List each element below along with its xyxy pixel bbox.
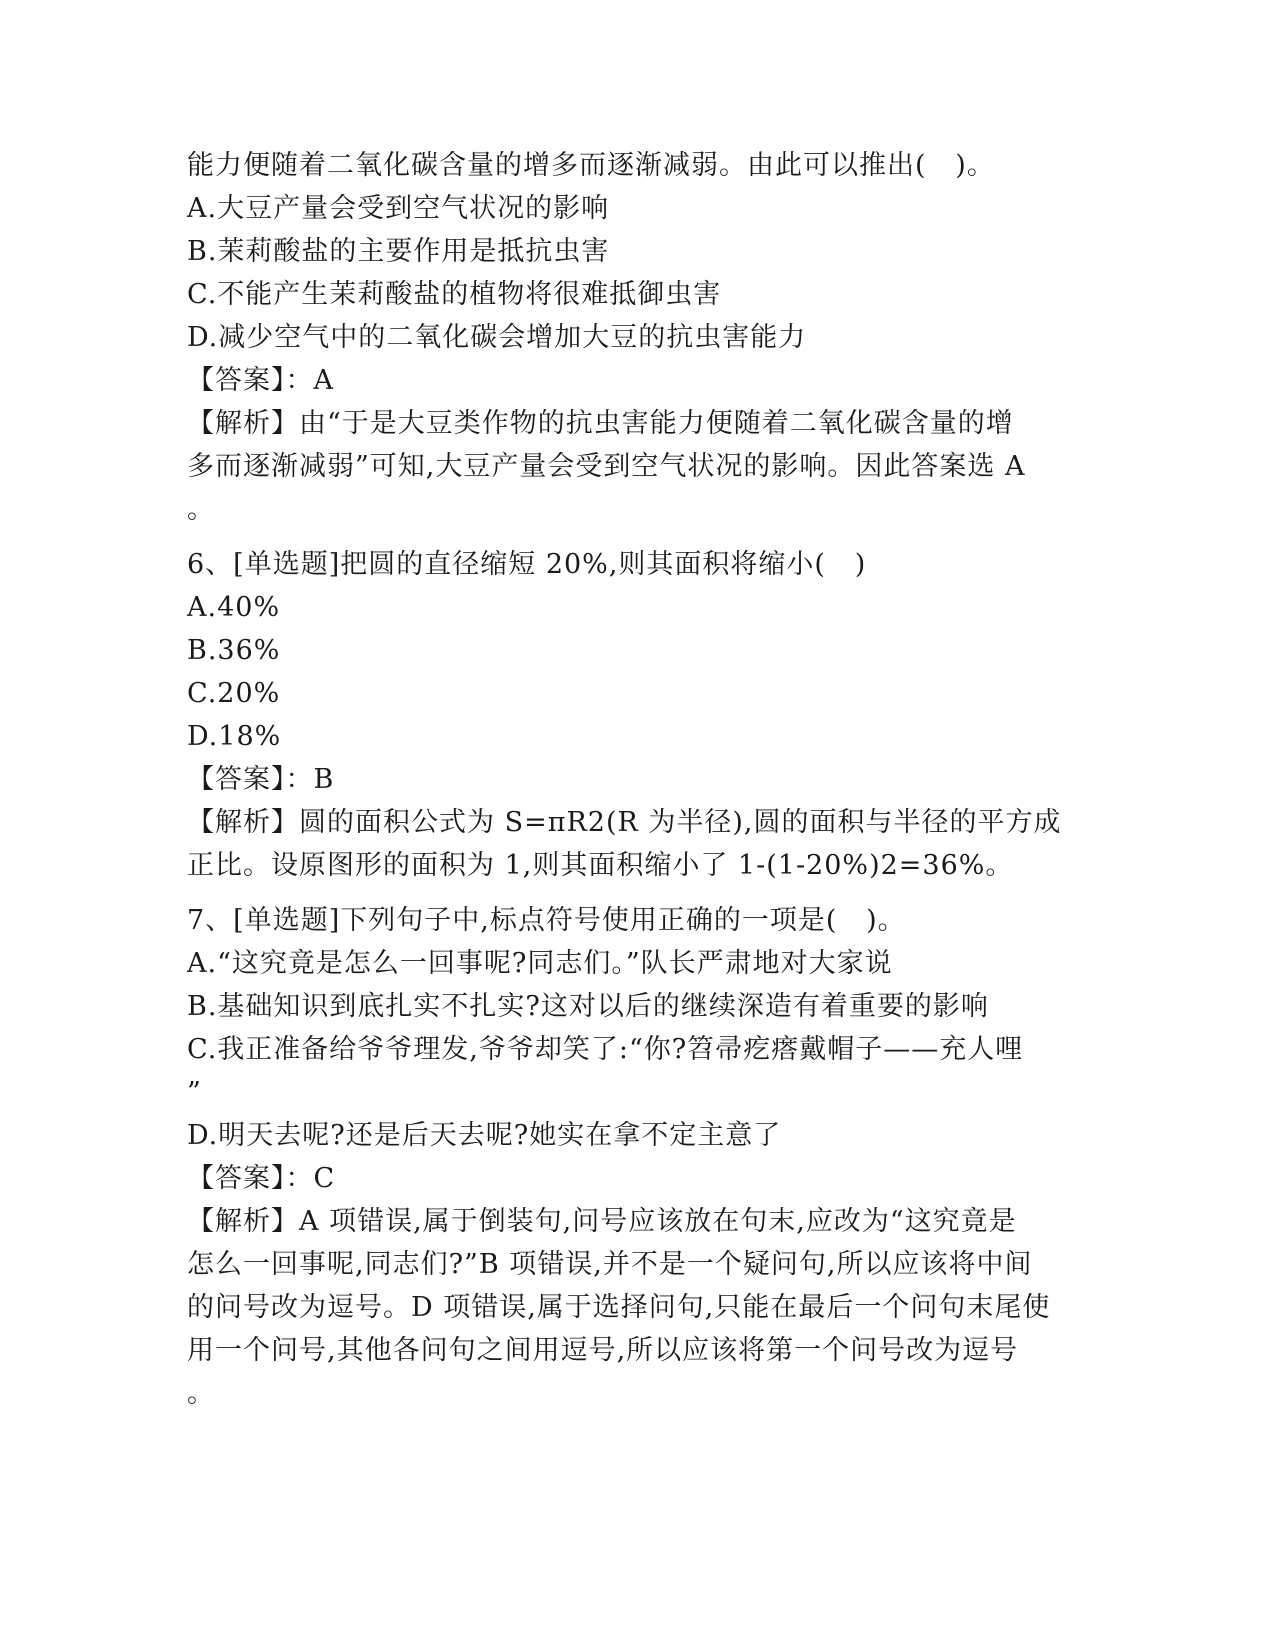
option-d: D.明天去呢?还是后天去呢?她实在拿不定主意了 — [187, 1120, 782, 1151]
question-6 — [187, 543, 1087, 887]
option-d: D.减少空气中的二氧化碳会增加大豆的抗虫害能力 — [187, 322, 807, 353]
analysis-line: 正比。设原图形的面积为 1,则其面积缩小了 1-(1-20%)2=36%。 — [187, 850, 1014, 881]
question-stem: 6、[单选题]把圆的直径缩短 20%,则其面积将缩小( ) — [187, 549, 867, 580]
option-b: B.基础知识到底扎实不扎实?这对以后的继续深造有着重要的影响 — [187, 991, 989, 1022]
analysis-line: 【解析】由“于是大豆类作物的抗虫害能力便随着二氧化碳含量的增 — [187, 408, 1014, 439]
option-d: D.18% — [187, 721, 282, 752]
question-7 — [187, 899, 1087, 1415]
analysis-line: 的问号改为逗号。D 项错误,属于选择问句,只能在最后一个问句末尾使 — [187, 1292, 1051, 1323]
option-c: C.我正准备给爷爷理发,爷爷却笑了:“你?笤帚疙瘩戴帽子——充人哩 — [187, 1034, 1024, 1065]
analysis-line: 怎么一回事呢,同志们?”B 项错误,并不是一个疑问句,所以应该将中间 — [187, 1249, 1033, 1280]
question-5 — [187, 144, 1087, 531]
option-b: B.36% — [187, 635, 281, 666]
analysis-line: 【解析】圆的面积公式为 S=πR2(R 为半径),圆的面积与半径的平方成 — [187, 807, 1062, 838]
analysis-line: 。 — [187, 494, 215, 525]
answer: 【答案】：C — [187, 1163, 336, 1194]
document-body — [187, 144, 1087, 1415]
analysis-line: 多而逐渐减弱”可知,大豆产量会受到空气状况的影响。因此答案选 A — [187, 451, 1026, 482]
analysis-line: 。 — [187, 1378, 215, 1409]
question-stem: 7、[单选题]下列句子中,标点符号使用正确的一项是( )。 — [187, 905, 906, 936]
question-stem: 能力便随着二氧化碳含量的增多而逐渐减弱。由此可以推出( )。 — [187, 150, 995, 181]
option-c: C.20% — [187, 678, 281, 709]
option-a: A.“这究竟是怎么一回事呢?同志们。”队长严肃地对大家说 — [187, 948, 893, 979]
option-c: C.不能产生茉莉酸盐的植物将很难抵御虫害 — [187, 279, 722, 310]
option-a: A.40% — [187, 592, 281, 623]
option-c-continuation: ” — [187, 1077, 202, 1108]
analysis-line: 用一个问号,其他各问句之间用逗号,所以应该将第一个问号改为逗号 — [187, 1335, 1019, 1366]
option-b: B.茉莉酸盐的主要作用是抵抗虫害 — [187, 236, 610, 267]
answer: 【答案】：A — [187, 365, 334, 396]
answer: 【答案】：B — [187, 764, 335, 795]
analysis-line: 【解析】A 项错误,属于倒装句,问号应该放在句末,应改为“这究竟是 — [187, 1206, 1017, 1237]
option-a: A.大豆产量会受到空气状况的影响 — [187, 193, 610, 224]
